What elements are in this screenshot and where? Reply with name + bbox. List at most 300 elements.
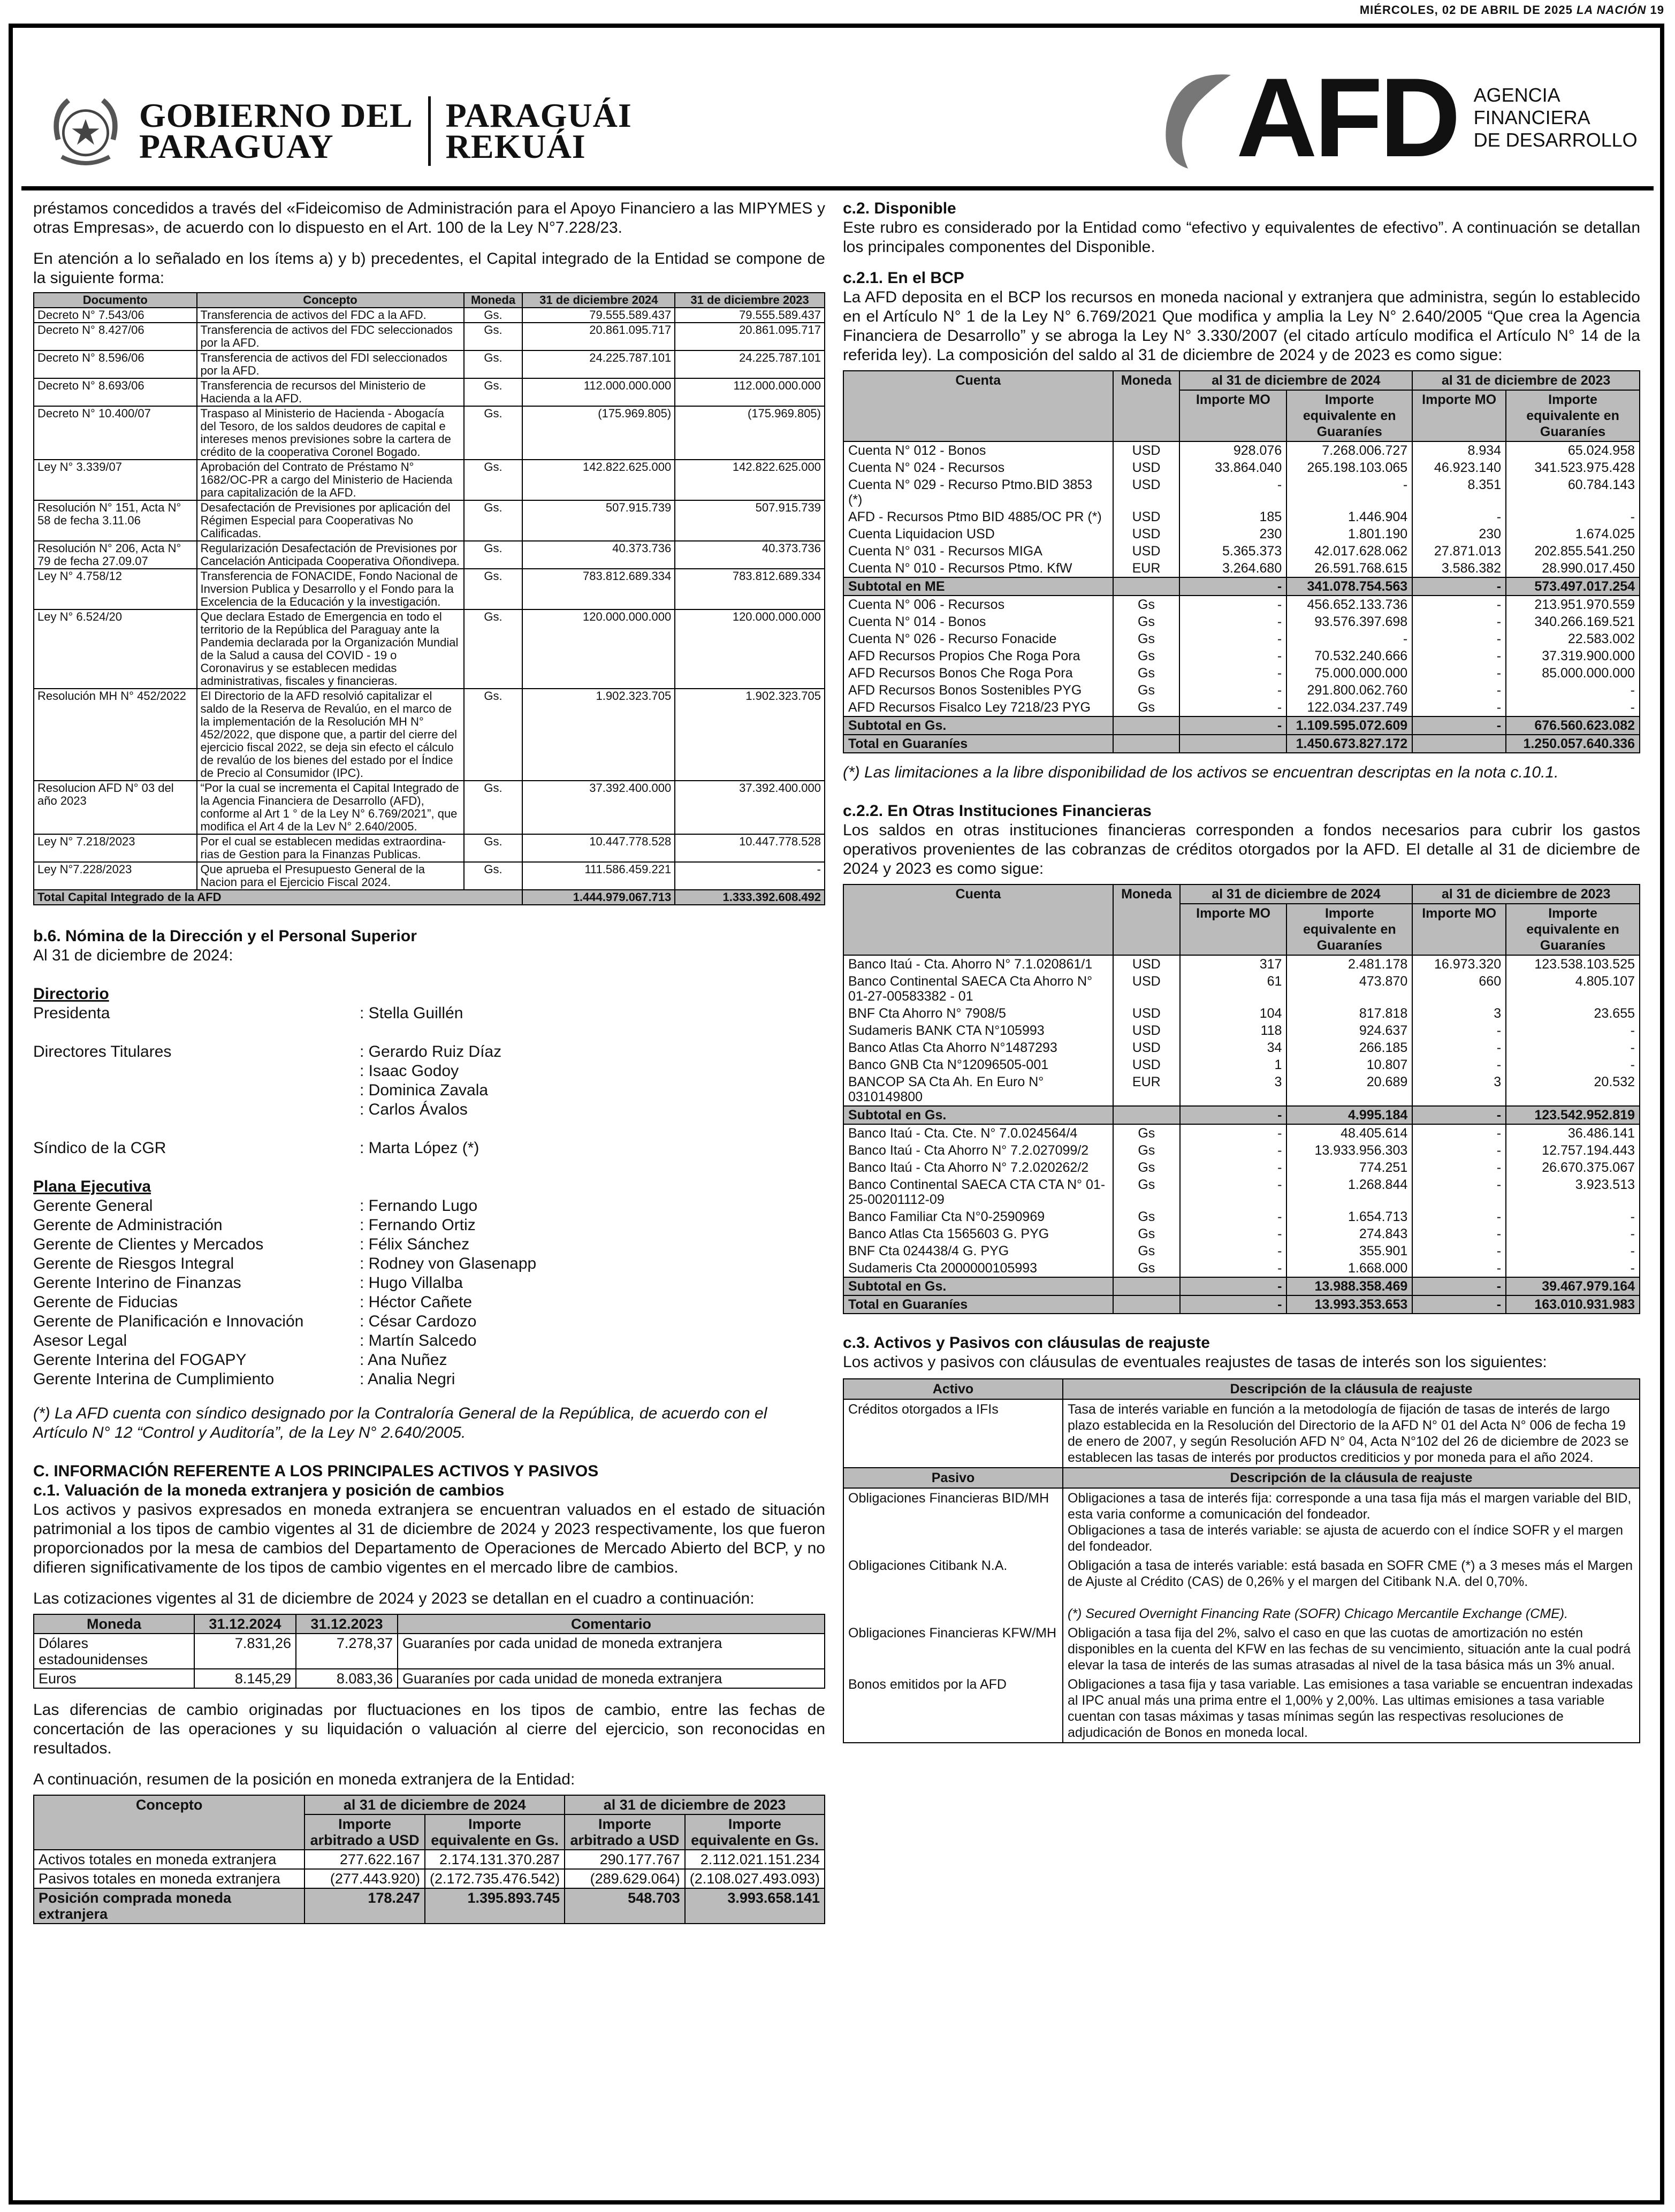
capital-header-0: Documento xyxy=(34,293,197,308)
table-cell: - xyxy=(1506,1022,1640,1039)
table-cell: Posición comprada moneda extranjera xyxy=(34,1888,304,1924)
table-row xyxy=(34,569,825,609)
table-cell: 277.622.167 xyxy=(304,1850,425,1869)
table-cell: - xyxy=(1412,613,1506,630)
reajuste-table xyxy=(843,1378,1640,1743)
table-cell: 573.497.017.254 xyxy=(1506,577,1640,596)
list-item xyxy=(33,1254,825,1273)
reaj-item-label: Obligaciones Citibank N.A. xyxy=(843,1556,1063,1623)
c1-paragraph-2: Las cotizaciones vigentes al 31 de diciembre de 2024 y 2023 se detallan en el cuadro a continuación: xyxy=(33,1590,755,1607)
table-cell: Gs. xyxy=(464,460,523,500)
table-cell: 20.689 xyxy=(1286,1073,1412,1106)
table-cell: 1.446.904 xyxy=(1286,508,1412,525)
table-row xyxy=(843,1176,1640,1208)
capital-total-label: Total Capital Integrado de la AFD xyxy=(34,890,522,905)
list-item xyxy=(33,1216,825,1235)
table-cell: 8.351 xyxy=(1412,476,1506,508)
table-cell: Gs xyxy=(1113,630,1180,647)
table-cell: Total en Guaraníes xyxy=(843,735,1113,753)
table-row xyxy=(843,1039,1640,1056)
table-cell: Decreto N° 10.400/07 xyxy=(34,406,197,460)
table-cell: - xyxy=(1412,1039,1506,1056)
table-cell: El Directorio de la AFD resolvió capitalizar el saldo de la Reserva de Revalúo, en el marco de la implementación de la Resolución MH N° 452/2022, que dispone que, a partir del cierre del ejercicio fiscal 2022, se deja sin efecto el cálculo de revalúo de los bienes del estado por el Índice de Precio al Consumidor (IPC). xyxy=(197,689,464,781)
table-cell: 16.973.320 xyxy=(1412,955,1506,973)
logo-separator xyxy=(428,96,431,166)
table-row xyxy=(843,955,1640,973)
oif-header-moneda: Moneda xyxy=(1113,884,1180,955)
table-cell: 185 xyxy=(1179,508,1286,525)
table-cell: 3 xyxy=(1412,1073,1506,1106)
reaj-description-text: Obligaciones a tasa fija y tasa variable. Las emisiones a tasa variable se encuentran indexadas al IPC anual más una prima entre el 1,00% y 2,00%. Las ultimas emisiones a tasa variable cuentan con tasas máximas y tasas mínimas según las respectivas resoluciones de adjudicación de Bonos en moneda local. xyxy=(1068,1677,1633,1740)
table-cell: Decreto N° 8.596/06 xyxy=(34,350,197,378)
c1-paragraph-3: Las diferencias de cambio originadas por fluctuaciones en los tipos de cambio, entre las fechas de concertación de las operaciones y su liquidación o valuación al cierre del ejercicio, son reconocidas en resultados. xyxy=(33,1701,825,1757)
posicion-moneda-table xyxy=(33,1795,825,1924)
table-cell: - xyxy=(1180,1159,1287,1176)
table-cell: 291.800.062.760 xyxy=(1286,682,1412,699)
table-cell xyxy=(1113,716,1180,735)
table-cell: Gs. xyxy=(464,862,523,890)
table-cell: 676.560.623.082 xyxy=(1506,716,1640,735)
capital-header-3: 31 de diciembre 2024 xyxy=(522,293,675,308)
table-cell: 112.000.000.000 xyxy=(522,378,675,406)
table-cell: Banco Atlas Cta 1565603 G. PYG xyxy=(843,1225,1113,1242)
table-cell: 274.843 xyxy=(1286,1225,1412,1242)
table-cell: Gs xyxy=(1113,665,1180,682)
oif-header-mo-2024: Importe MO xyxy=(1180,904,1287,955)
table-cell: Gs. xyxy=(464,689,523,781)
pos-header-2023: al 31 de diciembre de 2023 xyxy=(565,1795,825,1814)
table-cell: - xyxy=(1180,1242,1287,1260)
table-cell: - xyxy=(1506,1242,1640,1260)
table-cell: 3.923.513 xyxy=(1506,1176,1640,1208)
table-cell: 1.668.000 xyxy=(1286,1260,1412,1277)
list-item xyxy=(33,1196,825,1216)
table-cell: Gs. xyxy=(464,350,523,378)
table-row xyxy=(34,406,825,460)
subtotal-row xyxy=(843,716,1640,735)
table-cell: 20.861.095.717 xyxy=(522,323,675,350)
table-cell: 40.373.736 xyxy=(522,541,675,569)
table-cell: Sudameris BANK CTA N°105993 xyxy=(843,1022,1113,1039)
table-cell: Gs xyxy=(1113,1176,1180,1208)
table-cell: 355.901 xyxy=(1286,1242,1412,1260)
list-item xyxy=(33,1351,825,1370)
capital-total-row xyxy=(34,890,825,905)
table-cell: - xyxy=(1412,596,1506,613)
table-cell: 783.812.689.334 xyxy=(522,569,675,609)
table-cell: 924.637 xyxy=(1286,1022,1412,1039)
table-cell: 473.870 xyxy=(1286,973,1412,1005)
table-cell: 37.392.400.000 xyxy=(675,781,825,834)
table-cell: 4.995.184 xyxy=(1286,1106,1412,1124)
table-cell: USD xyxy=(1113,543,1180,560)
oif-header-2023: al 31 de diciembre de 2023 xyxy=(1412,884,1640,904)
person-name: : Carlos Ávalos xyxy=(360,1101,468,1118)
list-item xyxy=(33,1100,825,1119)
c2-title: c.2. Disponible xyxy=(843,200,956,217)
table-cell: Gs xyxy=(1113,596,1180,613)
oif-header-2024: al 31 de diciembre de 2024 xyxy=(1180,884,1412,904)
role-label xyxy=(33,1100,360,1119)
c22-paragraph: Los saldos en otras instituciones financieras corresponden a fondos necesarios para cubrir los gastos operativos provenientes de las cobranzas de créditos otorgados por la AFD. El detalle al 31 de diciembre de 2024 y 2023 es como sigue: xyxy=(843,821,1640,878)
table-cell: 10.447.778.528 xyxy=(675,834,825,862)
table-row xyxy=(34,460,825,500)
table-cell: Gs xyxy=(1113,1124,1180,1142)
list-item xyxy=(33,1023,825,1042)
table-cell: Pasivos totales en moneda extranjera xyxy=(34,1869,304,1888)
capital-total-2023: 1.333.392.608.492 xyxy=(675,890,825,905)
table-cell: Transferencia de recursos del Ministerio de Hacienda a la AFD. xyxy=(197,378,464,406)
table-cell: 8.083,36 xyxy=(296,1669,398,1688)
table-cell: 660 xyxy=(1412,973,1506,1005)
role-label xyxy=(33,1119,360,1139)
afd-swoosh-icon xyxy=(1156,64,1236,171)
table-cell xyxy=(1113,1295,1180,1314)
list-item xyxy=(33,1235,825,1254)
table-cell: Gs xyxy=(1113,1242,1180,1260)
cotizaciones-table xyxy=(33,1614,825,1689)
table-cell: AFD Recursos Bonos Sostenibles PYG xyxy=(843,682,1113,699)
reaj-header-row xyxy=(843,1468,1640,1488)
table-cell: - xyxy=(1506,1208,1640,1225)
table-cell: 5.365.373 xyxy=(1179,543,1286,560)
table-cell: Gs. xyxy=(464,323,523,350)
table-cell: 7.278,37 xyxy=(296,1634,398,1669)
table-cell: Aprobación del Contrato de Préstamo N° 1682/OC-PR a cargo del Ministerio de Hacienda para capitalización de la AFD. xyxy=(197,460,464,500)
table-cell: USD xyxy=(1113,525,1180,543)
table-cell: 123.538.103.525 xyxy=(1506,955,1640,973)
table-row xyxy=(843,1124,1640,1142)
table-row xyxy=(843,1073,1640,1106)
table-cell: - xyxy=(1412,1176,1506,1208)
afd-name-line-3: DE DESARROLLO xyxy=(1473,129,1638,151)
table-cell: 4.805.107 xyxy=(1506,973,1640,1005)
table-cell: Ley N° 6.524/20 xyxy=(34,609,197,689)
table-cell: Dólares estadounidenses xyxy=(34,1634,194,1669)
table-cell: - xyxy=(1179,682,1286,699)
table-cell: Por el cual se establecen medidas extraordinarias de Gestion para la Finanzas Publicas. xyxy=(197,834,464,862)
directorio-list xyxy=(33,1004,825,1158)
table-cell: Subtotal en Gs. xyxy=(843,716,1113,735)
table-cell: USD xyxy=(1113,1005,1180,1022)
table-cell: 46.923.140 xyxy=(1412,459,1506,476)
table-cell: - xyxy=(1412,1277,1506,1295)
table-cell: 341.078.754.563 xyxy=(1286,577,1412,596)
role-label: Asesor Legal xyxy=(33,1332,127,1349)
capital-table xyxy=(33,292,825,905)
table-cell: 123.542.952.819 xyxy=(1506,1106,1640,1124)
table-row xyxy=(34,862,825,890)
table-cell: Ley N° 7.218/2023 xyxy=(34,834,197,862)
table-cell: Transferencia de activos del FDC a la AFD. xyxy=(197,308,464,323)
table-cell: - xyxy=(1412,1124,1506,1142)
table-row xyxy=(34,1850,825,1869)
table-cell: 10.447.778.528 xyxy=(522,834,675,862)
reaj-description-text: (*) Secured Overnight Financing Rate (SOFR) Chicago Mercantile Exchange (CME). xyxy=(1068,1606,1569,1621)
pos-header-eq-2024: Importe equivalente en Gs. xyxy=(425,1814,565,1850)
capital-header-2: Moneda xyxy=(464,293,523,308)
person-name: : Stella Guillén xyxy=(360,1004,463,1022)
table-cell: 548.703 xyxy=(565,1888,685,1924)
table-cell: Banco Itaú - Cta. Cte. N° 7.0.024564/4 xyxy=(843,1124,1113,1142)
table-cell xyxy=(1179,735,1286,753)
table-cell: BANCOP SA Cta Ah. En Euro N° 0310149800 xyxy=(843,1073,1113,1106)
oif-header-mo-2023: Importe MO xyxy=(1412,904,1506,955)
bcp-header-mo-2023: Importe MO xyxy=(1412,390,1506,441)
table-cell: Banco Itaú - Cta. Ahorro N° 7.1.020861/1 xyxy=(843,955,1113,973)
table-cell: 2.112.021.151.234 xyxy=(685,1850,825,1869)
table-cell: - xyxy=(1506,699,1640,716)
table-cell: 42.017.628.062 xyxy=(1286,543,1412,560)
table-cell: 104 xyxy=(1180,1005,1287,1022)
table-cell: 24.225.787.101 xyxy=(522,350,675,378)
table-row xyxy=(843,613,1640,630)
table-cell: - xyxy=(1412,1208,1506,1225)
table-cell: - xyxy=(1180,1225,1287,1242)
table-cell: (2.172.735.476.542) xyxy=(425,1869,565,1888)
table-cell: 33.864.040 xyxy=(1179,459,1286,476)
table-cell: 2.174.131.370.287 xyxy=(425,1850,565,1869)
table-cell: Gs. xyxy=(464,541,523,569)
table-row xyxy=(843,596,1640,613)
table-cell: Que declara Estado de Emergencia en todo el territorio de la República del Paraguay ante la Pandemia declarada por la Organización Mundial de la Salud a causa del COVID - 19 o Coronavirus y se establecen medidas administrativas, fiscales y financieras. xyxy=(197,609,464,689)
table-cell: Resolución MH N° 452/2022 xyxy=(34,689,197,781)
bcp-header-mo-2024: Importe MO xyxy=(1179,390,1286,441)
table-cell: Subtotal en Gs. xyxy=(843,1106,1113,1124)
table-cell xyxy=(1113,1277,1180,1295)
c1-paragraph-1: Los activos y pasivos expresados en moneda extranjera se encuentran valuados en el estado de situación patrimonial a los tipos de cambio vigentes al 31 de diciembre de 2024 y 2023 respectivamente, los que fueron proporcionados por la mesa de cambios del Departamento de Operaciones de Mercado Abierto del BCP, y no difieren significativamente de los tipos de cambio vigentes en el mercado libre de cambios. xyxy=(33,1501,825,1576)
table-row xyxy=(843,525,1640,543)
table-row xyxy=(34,1869,825,1888)
table-cell: - xyxy=(1412,647,1506,665)
sindico-note: (*) La AFD cuenta con síndico designado por la Contraloría General de la República, de acuerdo con el Artículo N° 12 “Control y Auditoría”, de la Ley N° 2.640/2005. xyxy=(33,1405,767,1441)
table-cell: 1 xyxy=(1180,1056,1287,1073)
table-row xyxy=(843,441,1640,459)
table-cell: - xyxy=(1412,1225,1506,1242)
table-cell: Activos totales en moneda extranjera xyxy=(34,1850,304,1869)
table-cell: 120.000.000.000 xyxy=(522,609,675,689)
bcp-header-2023: al 31 de diciembre de 2023 xyxy=(1412,371,1640,390)
table-cell: - xyxy=(1286,630,1412,647)
bcp-note: (*) Las limitaciones a la libre disponibilidad de los activos se encuentran descriptas en la nota c.10.1. xyxy=(843,764,1559,781)
header-rule xyxy=(21,186,1654,190)
reaj-item-description xyxy=(1063,1623,1640,1675)
table-cell: 1.674.025 xyxy=(1506,525,1640,543)
reaj-header-left: Activo xyxy=(843,1379,1063,1399)
reaj-header-left: Pasivo xyxy=(843,1468,1063,1488)
table-cell: 507.915.739 xyxy=(522,500,675,541)
person-name: : Fernando Lugo xyxy=(360,1197,478,1215)
table-cell: 40.373.736 xyxy=(675,541,825,569)
table-cell: 1.801.190 xyxy=(1286,525,1412,543)
table-row xyxy=(843,1005,1640,1022)
total-row xyxy=(843,1295,1640,1314)
role-label xyxy=(33,1081,360,1100)
table-cell: Transferencia de activos del FDC seleccionados por la AFD. xyxy=(197,323,464,350)
table-cell: 48.405.614 xyxy=(1286,1124,1412,1142)
table-cell: - xyxy=(1412,682,1506,699)
list-item xyxy=(33,1004,825,1023)
capital-header-4: 31 de diciembre 2023 xyxy=(675,293,825,308)
intro-paragraph: préstamos concedidos a través del «Fideicomiso de Administración para el Apoyo Financiero a las MIPYMES y otras Empresas», de acuerdo con lo dispuesto en el Art. 100 de la Ley N°7.228/23. xyxy=(33,200,825,237)
table-row xyxy=(843,630,1640,647)
person-name: : Héctor Cañete xyxy=(360,1293,473,1311)
cot-header-0: Moneda xyxy=(34,1614,194,1634)
table-cell xyxy=(1113,577,1180,596)
table-cell: - xyxy=(1506,682,1640,699)
role-label: Gerente de Clientes y Mercados xyxy=(33,1235,264,1253)
table-cell: Banco Continental SAECA CTA CTA N° 01-25-00201112-09 xyxy=(843,1176,1113,1208)
reaj-description-text: Obligación a tasa fija del 2%, salvo el caso en que las cuotas de amortización no estén disponibles en la cuenta del KFW en las fechas de su vencimiento, situación ante la cual podrá elevar la tasa de interés de las sumas atrasadas al nivel de la tasa básica más un 3% anual. xyxy=(1068,1626,1631,1673)
table-cell: Banco Atlas Cta Ahorro N°1487293 xyxy=(843,1039,1113,1056)
table-row xyxy=(843,682,1640,699)
newspaper-masthead xyxy=(1360,3,1664,17)
table-cell: - xyxy=(675,862,825,890)
table-cell: 79.555.589.437 xyxy=(675,308,825,323)
table-cell: - xyxy=(1180,1176,1287,1208)
table-cell: Gs xyxy=(1113,1260,1180,1277)
table-cell: - xyxy=(1179,716,1286,735)
table-cell: 61 xyxy=(1180,973,1287,1005)
table-cell: - xyxy=(1412,630,1506,647)
table-cell: - xyxy=(1412,716,1506,735)
table-cell: 111.586.459.221 xyxy=(522,862,675,890)
person-name: : Ana Nuñez xyxy=(360,1351,447,1369)
table-cell: EUR xyxy=(1113,560,1180,577)
table-cell: (175.969.805) xyxy=(675,406,825,460)
gov-text xyxy=(139,96,413,165)
role-label: Síndico de la CGR xyxy=(33,1139,166,1157)
table-cell: - xyxy=(1506,508,1640,525)
table-cell: - xyxy=(1412,1022,1506,1039)
table-cell: AFD Recursos Bonos Che Roga Pora xyxy=(843,665,1113,682)
table-row xyxy=(34,500,825,541)
table-row xyxy=(843,508,1640,525)
table-cell: - xyxy=(1180,1295,1287,1314)
table-row xyxy=(843,1399,1640,1468)
reaj-item-label: Obligaciones Financieras BID/MH xyxy=(843,1488,1063,1556)
bcp-table xyxy=(843,370,1640,753)
table-cell: Resolución N° 151, Acta N° 58 de fecha 3.11.06 xyxy=(34,500,197,541)
role-label: Gerente General xyxy=(33,1197,153,1215)
reaj-item-description xyxy=(1063,1675,1640,1743)
table-cell: Ley N° 4.758/12 xyxy=(34,569,197,609)
table-cell: 290.177.767 xyxy=(565,1850,685,1869)
reaj-item-label: Obligaciones Financieras KFW/MH xyxy=(843,1623,1063,1675)
capital-total-2024: 1.444.979.067.713 xyxy=(522,890,675,905)
table-cell: 8.145,29 xyxy=(194,1669,296,1688)
list-item xyxy=(33,1042,825,1062)
table-cell: USD xyxy=(1113,1039,1180,1056)
afd-mark: AFD xyxy=(1236,55,1458,180)
table-cell: Que aprueba el Presupuesto General de la Nacion para el Ejercicio Fiscal 2024. xyxy=(197,862,464,890)
table-cell: 23.655 xyxy=(1506,1005,1640,1022)
table-row xyxy=(34,609,825,689)
reaj-header-right: Descripción de la cláusula de reajuste xyxy=(1063,1379,1640,1399)
pos-total-row xyxy=(34,1888,825,1924)
right-column xyxy=(843,199,1640,1743)
table-cell: - xyxy=(1412,665,1506,682)
table-cell: 75.000.000.000 xyxy=(1286,665,1412,682)
table-cell: 85.000.000.000 xyxy=(1506,665,1640,682)
person-name: : Marta López (*) xyxy=(360,1139,479,1157)
table-cell: 142.822.625.000 xyxy=(522,460,675,500)
table-cell: AFD - Recursos Ptmo BID 4885/OC PR (*) xyxy=(843,508,1113,525)
bcp-header-eq-2024: Importe equivalente en Guaraníes xyxy=(1286,390,1412,441)
table-cell: Gs xyxy=(1113,1208,1180,1225)
table-cell: 79.555.589.437 xyxy=(522,308,675,323)
table-cell: - xyxy=(1412,577,1506,596)
table-cell: Gs. xyxy=(464,781,523,834)
table-cell: Guaraníes por cada unidad de moneda extranjera xyxy=(398,1634,825,1669)
role-label: Gerente Interino de Finanzas xyxy=(33,1274,241,1292)
table-cell: Gs. xyxy=(464,406,523,460)
reaj-description-text: Obligación a tasa de interés variable: está basada en SOFR CME (*) a 3 meses más el Margen de Ajuste al Crédito (CAS) de 0,26% y el margen del Citibank N.A. del 0,70%. xyxy=(1068,1558,1633,1589)
table-cell: Resolución N° 206, Acta N° 79 de fecha 27.09.07 xyxy=(34,541,197,569)
reaj-header-right: Descripción de la cláusula de reajuste xyxy=(1063,1468,1640,1488)
reaj-item-description xyxy=(1063,1556,1640,1623)
table-row xyxy=(34,323,825,350)
table-cell: USD xyxy=(1113,476,1180,508)
table-cell: 178.247 xyxy=(304,1888,425,1924)
role-label: Gerente de Riesgos Integral xyxy=(33,1255,234,1272)
table-cell: 1.902.323.705 xyxy=(522,689,675,781)
role-label: Gerente de Fiducias xyxy=(33,1293,178,1311)
table-cell: - xyxy=(1412,1142,1506,1159)
table-cell: 120.000.000.000 xyxy=(675,609,825,689)
table-cell: - xyxy=(1412,1106,1506,1124)
table-cell: 27.871.013 xyxy=(1412,543,1506,560)
c21-paragraph: La AFD deposita en el BCP los recursos en moneda nacional y extranjera que administra, según lo establecido en el Artículo N° 1 de la Ley N° 6.769/2021 Que modifica y amplia la Ley N° 2.640/2005 “Que crea la Agencia Financiera de Desarrollo” y se abroga la Ley N° 3.330/2007 (el citado artículo modifica el Artículo N° 14 de la referida ley). La composición del saldo al 31 de diciembre de 2024 y de 2023 es como sigue: xyxy=(843,288,1640,364)
capital-header-1: Concepto xyxy=(197,293,464,308)
table-cell: Banco Itaú - Cta Ahorro N° 7.2.027099/2 xyxy=(843,1142,1113,1159)
table-cell: Banco Itaú - Cta Ahorro N° 7.2.020262/2 xyxy=(843,1159,1113,1176)
table-cell: Gs xyxy=(1113,682,1180,699)
reaj-item-description xyxy=(1063,1488,1640,1556)
table-cell: (175.969.805) xyxy=(522,406,675,460)
table-cell: 122.034.237.749 xyxy=(1286,699,1412,716)
person-name: : Félix Sánchez xyxy=(360,1235,470,1253)
table-cell: USD xyxy=(1113,441,1180,459)
table-cell: - xyxy=(1412,1242,1506,1260)
afd-name-line-2: FINANCIERA xyxy=(1473,106,1590,128)
table-cell: Gs xyxy=(1113,1142,1180,1159)
table-cell: 37.392.400.000 xyxy=(522,781,675,834)
role-label: Presidenta xyxy=(33,1004,110,1022)
afd-logo xyxy=(1156,55,1638,180)
page-number: 19 xyxy=(1650,3,1664,17)
table-row xyxy=(34,781,825,834)
table-row xyxy=(843,1142,1640,1159)
reaj-item-label: Créditos otorgados a IFIs xyxy=(843,1399,1063,1468)
table-row xyxy=(843,1556,1640,1623)
table-row xyxy=(34,834,825,862)
list-item xyxy=(33,1119,825,1139)
table-cell: 3.993.658.141 xyxy=(685,1888,825,1924)
table-cell: 1.109.595.072.609 xyxy=(1286,716,1412,735)
subtotal-row xyxy=(843,577,1640,596)
table-cell: Cuenta N° 024 - Recursos xyxy=(843,459,1113,476)
table-cell: AFD Recursos Propios Che Roga Pora xyxy=(843,647,1113,665)
table-cell: 783.812.689.334 xyxy=(675,569,825,609)
table-cell: 70.532.240.666 xyxy=(1286,647,1412,665)
table-row xyxy=(843,1208,1640,1225)
table-cell: 7.831,26 xyxy=(194,1634,296,1669)
pos-header-concepto: Concepto xyxy=(34,1795,304,1850)
table-cell: Guaraníes por cada unidad de moneda extranjera xyxy=(398,1669,825,1688)
list-item xyxy=(33,1293,825,1312)
gov-line-3: PARAGUÁI xyxy=(445,96,632,134)
